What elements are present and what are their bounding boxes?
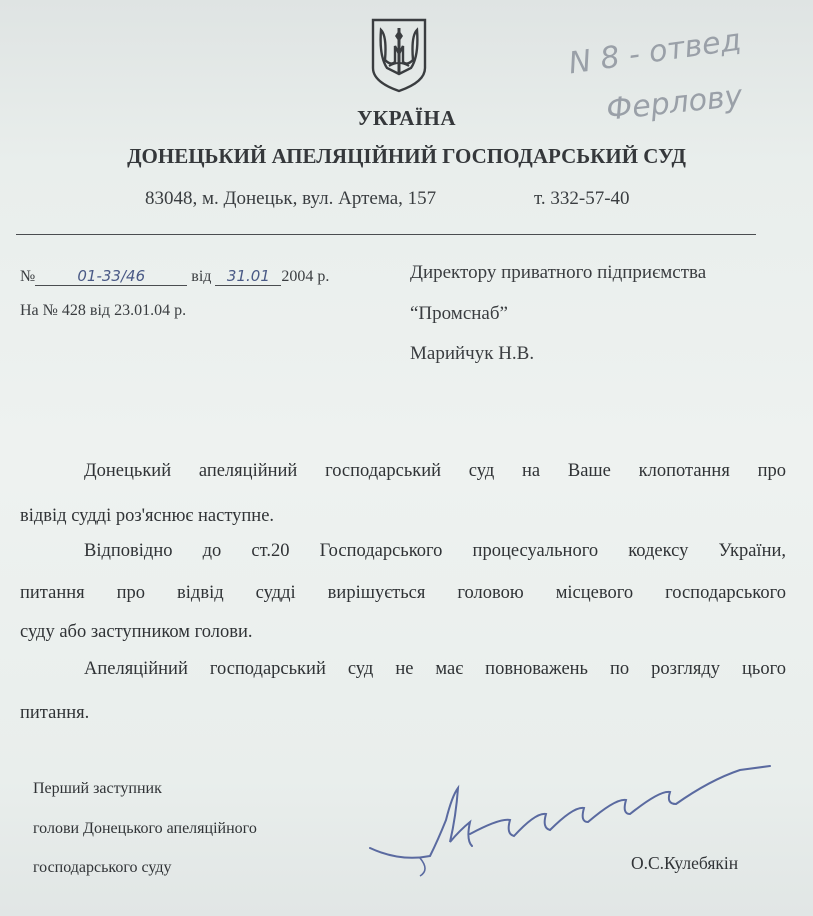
- court-address: 83048, м. Донецьк, вул. Артема, 157: [145, 188, 437, 209]
- addressee-company: “Промснаб”: [410, 303, 508, 324]
- header-divider: [16, 234, 756, 235]
- signatory-title-line-1: Перший заступник: [33, 780, 162, 797]
- reply-reference: На № 428 від 23.01.04 р.: [20, 302, 187, 319]
- number-label: №: [20, 268, 36, 285]
- year-suffix: 2004 р.: [281, 268, 330, 285]
- court-name-heading: ДОНЕЦЬКИЙ АПЕЛЯЦІЙНИЙ ГОСПОДАРСЬКИЙ СУД: [127, 144, 686, 168]
- addressee-name: Марийчук Н.В.: [410, 343, 535, 364]
- country-heading: УКРАЇНА: [356, 106, 457, 130]
- body-paragraph-3-line-2: питання.: [20, 703, 90, 723]
- outgoing-number: 01-33/46: [35, 268, 187, 286]
- signatory-title-line-2: голови Донецького апеляційного: [33, 820, 257, 837]
- handwritten-note-line1: N 8 - отвед: [566, 22, 744, 82]
- body-paragraph-2-line-3: суду або заступником голови.: [20, 622, 253, 642]
- body-paragraph-3-line-1: Апеляційний господарський суд не має повноважень по розгляду цього: [84, 659, 786, 679]
- body-paragraph-1-line-1: Донецький апеляційний господарський суд на Ваше клопотання про: [84, 461, 786, 481]
- outgoing-date: 31.01: [215, 268, 281, 286]
- from-label: від: [191, 268, 212, 285]
- body-paragraph-2-line-1: Відповідно до ст.20 Господарського процесуального кодексу України,: [84, 541, 786, 561]
- body-paragraph-1-line-2: відвід судді роз'яснює наступне.: [20, 506, 275, 526]
- body-paragraph-2-line-2: питання про відвід судді вирішується головою місцевого господарського: [20, 583, 786, 603]
- handwritten-signature: [360, 760, 780, 880]
- court-phone: т. 332-57-40: [534, 188, 630, 209]
- handwritten-note-line2: Ферлову: [604, 78, 744, 128]
- outgoing-reference: [20, 268, 329, 286]
- signatory-name: О.С.Кулебякін: [631, 853, 739, 873]
- signatory-title-line-3: господарського суду: [33, 859, 172, 876]
- trident-emblem-icon: [367, 16, 431, 94]
- addressee-position: Директору приватного підприємства: [410, 262, 707, 283]
